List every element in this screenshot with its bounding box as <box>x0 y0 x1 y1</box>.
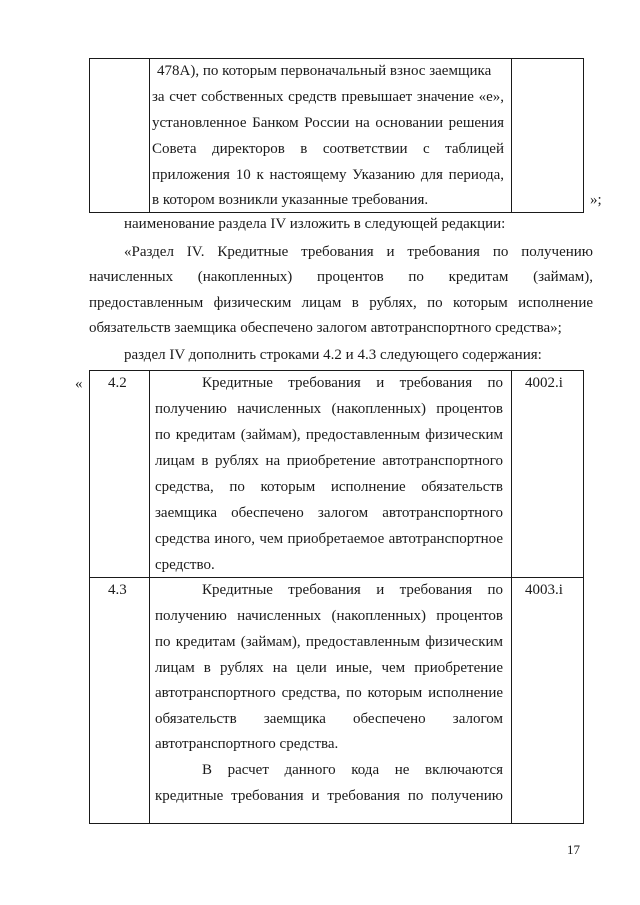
row-text-line: средство. <box>155 557 215 573</box>
row-text-line: заемщика обеспечено залогом автотранспортного <box>155 505 503 521</box>
top-table-line: 478А), по которым первоначальный взнос заемщика <box>157 63 492 79</box>
row-code: 4002.i <box>525 375 563 391</box>
row-text-line: лицам в рублях на цели иные, чем приобретение <box>155 660 503 676</box>
row-text-line: средства, по которым исполнение обязательств <box>155 479 503 495</box>
row-text-line: В расчет данного кода не включаются <box>202 762 503 778</box>
row-text-line: средства иного, чем приобретаемое автотранспортное <box>155 531 503 547</box>
paragraph-line: «Раздел IV. Кредитные требования и требования по получению <box>124 244 593 260</box>
row-code: 4003.i <box>525 582 563 598</box>
row-number: 4.3 <box>108 582 127 598</box>
row-text-line: Кредитные требования и требования по <box>202 375 503 391</box>
row-text-line: кредитные требования и требования по получению <box>155 788 503 804</box>
row-text-line: получению начисленных (накопленных) процентов <box>155 401 503 417</box>
top-table-line: приложения 10 к настоящему Указанию для периода, <box>152 167 504 183</box>
row-text-line: по кредитам (займам), предоставленным физическим <box>155 427 503 443</box>
page-number: 17 <box>567 842 580 857</box>
top-table-line: Совета директоров в соответствии с таблицей <box>152 141 504 157</box>
top-table-line: за счет собственных средств превышает значение «е», <box>152 89 504 105</box>
row-text-line: Кредитные требования и требования по <box>202 582 503 598</box>
row-text-line: обязательств заемщика обеспечено залогом <box>155 711 503 727</box>
row-text-line: лицам в рублях на приобретение автотранспортного <box>155 453 503 469</box>
paragraph-line: предоставленным физическим лицам в рублях, по которым исполнение <box>89 295 593 311</box>
top-table-line: установленное Банком России на основании решения <box>152 115 504 131</box>
row-text-line: получению начисленных (накопленных) процентов <box>155 608 503 624</box>
paragraph-line: начисленных (накопленных) процентов по кредитам (займам), <box>89 269 593 285</box>
opening-quote-mark: « <box>75 376 83 392</box>
row-text-line: по кредитам (займам), предоставленным физическим <box>155 634 503 650</box>
paragraph-line: обязательств заемщика обеспечено залогом автотранспортного средства»; <box>89 320 562 336</box>
top-table-line: в котором возникли указанные требования. <box>152 192 429 208</box>
paragraph-section-name: наименование раздела IV изложить в следующей редакции: <box>124 216 506 232</box>
closing-quote-mark: »; <box>590 192 602 208</box>
paragraph-add-rows: раздел IV дополнить строками 4.2 и 4.3 следующего содержания: <box>124 347 542 363</box>
row-text-line: автотранспортного средства. <box>155 736 339 752</box>
row-text-line: автотранспортного средства, по которым исполнение <box>155 685 503 701</box>
row-number: 4.2 <box>108 375 127 391</box>
